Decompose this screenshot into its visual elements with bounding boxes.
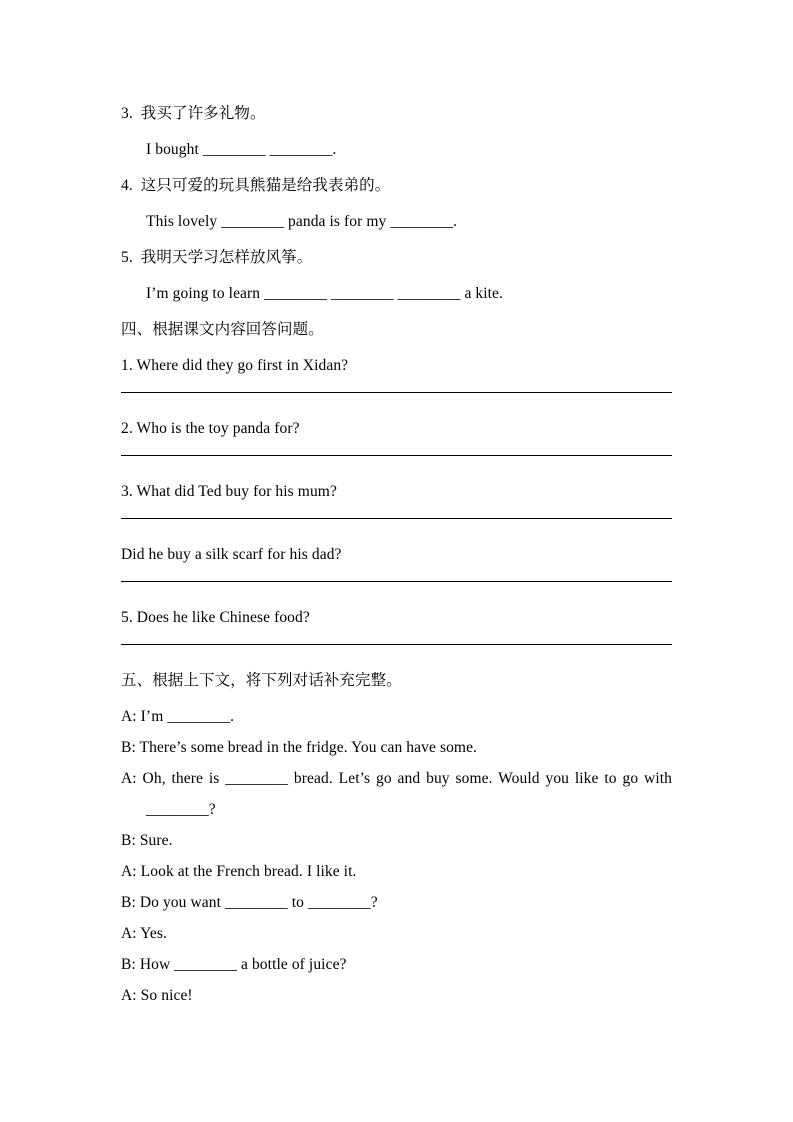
section-heading: 四、根据课文内容回答问题。 xyxy=(121,321,324,338)
answer-line xyxy=(121,392,672,393)
dialog-line: B: There’s some bread in the fridge. You can have some. xyxy=(121,739,478,756)
dialog-line: A: Oh, there is ________ bread. Let’s go and buy some. Would you like to go with xyxy=(121,770,672,787)
question-line: 3. What did Ted buy for his mum? xyxy=(121,483,337,500)
dialog-line: B: Do you want ________ to ________? xyxy=(121,894,378,911)
english-fill-blank: I’m going to learn ________ ________ ________ a kite. xyxy=(146,285,504,302)
section-heading: 五、根据上下文，将下列对话补充完整。 xyxy=(121,672,402,689)
chinese-sentence: 5. 我明天学习怎样放风筝。 xyxy=(121,249,313,266)
dialog-continuation: ________? xyxy=(146,801,216,818)
dialog-line: A: Yes. xyxy=(121,925,167,942)
answer-line xyxy=(121,644,672,645)
english-fill-blank: I bought ________ ________. xyxy=(146,141,337,158)
dialog-line: B: Sure. xyxy=(121,832,173,849)
answer-line xyxy=(121,581,672,582)
english-fill-blank: This lovely ________ panda is for my ________. xyxy=(146,213,458,230)
dialog-line: B: How ________ a bottle of juice? xyxy=(121,956,347,973)
chinese-sentence: 4. 这只可爱的玩具熊猫是给我表弟的。 xyxy=(121,177,391,194)
answer-line xyxy=(121,455,672,456)
dialog-line: A: Look at the French bread. I like it. xyxy=(121,863,357,880)
question-line: 2. Who is the toy panda for? xyxy=(121,420,300,437)
answer-line xyxy=(121,518,672,519)
question-line: 5. Does he like Chinese food? xyxy=(121,609,310,626)
question-line: 1. Where did they go first in Xidan? xyxy=(121,357,349,374)
question-line: Did he buy a silk scarf for his dad? xyxy=(121,546,342,563)
chinese-sentence: 3. 我买了许多礼物。 xyxy=(121,105,266,122)
dialog-line: A: So nice! xyxy=(121,987,193,1004)
dialog-line: A: I’m ________. xyxy=(121,708,235,725)
document-body xyxy=(121,103,672,1007)
